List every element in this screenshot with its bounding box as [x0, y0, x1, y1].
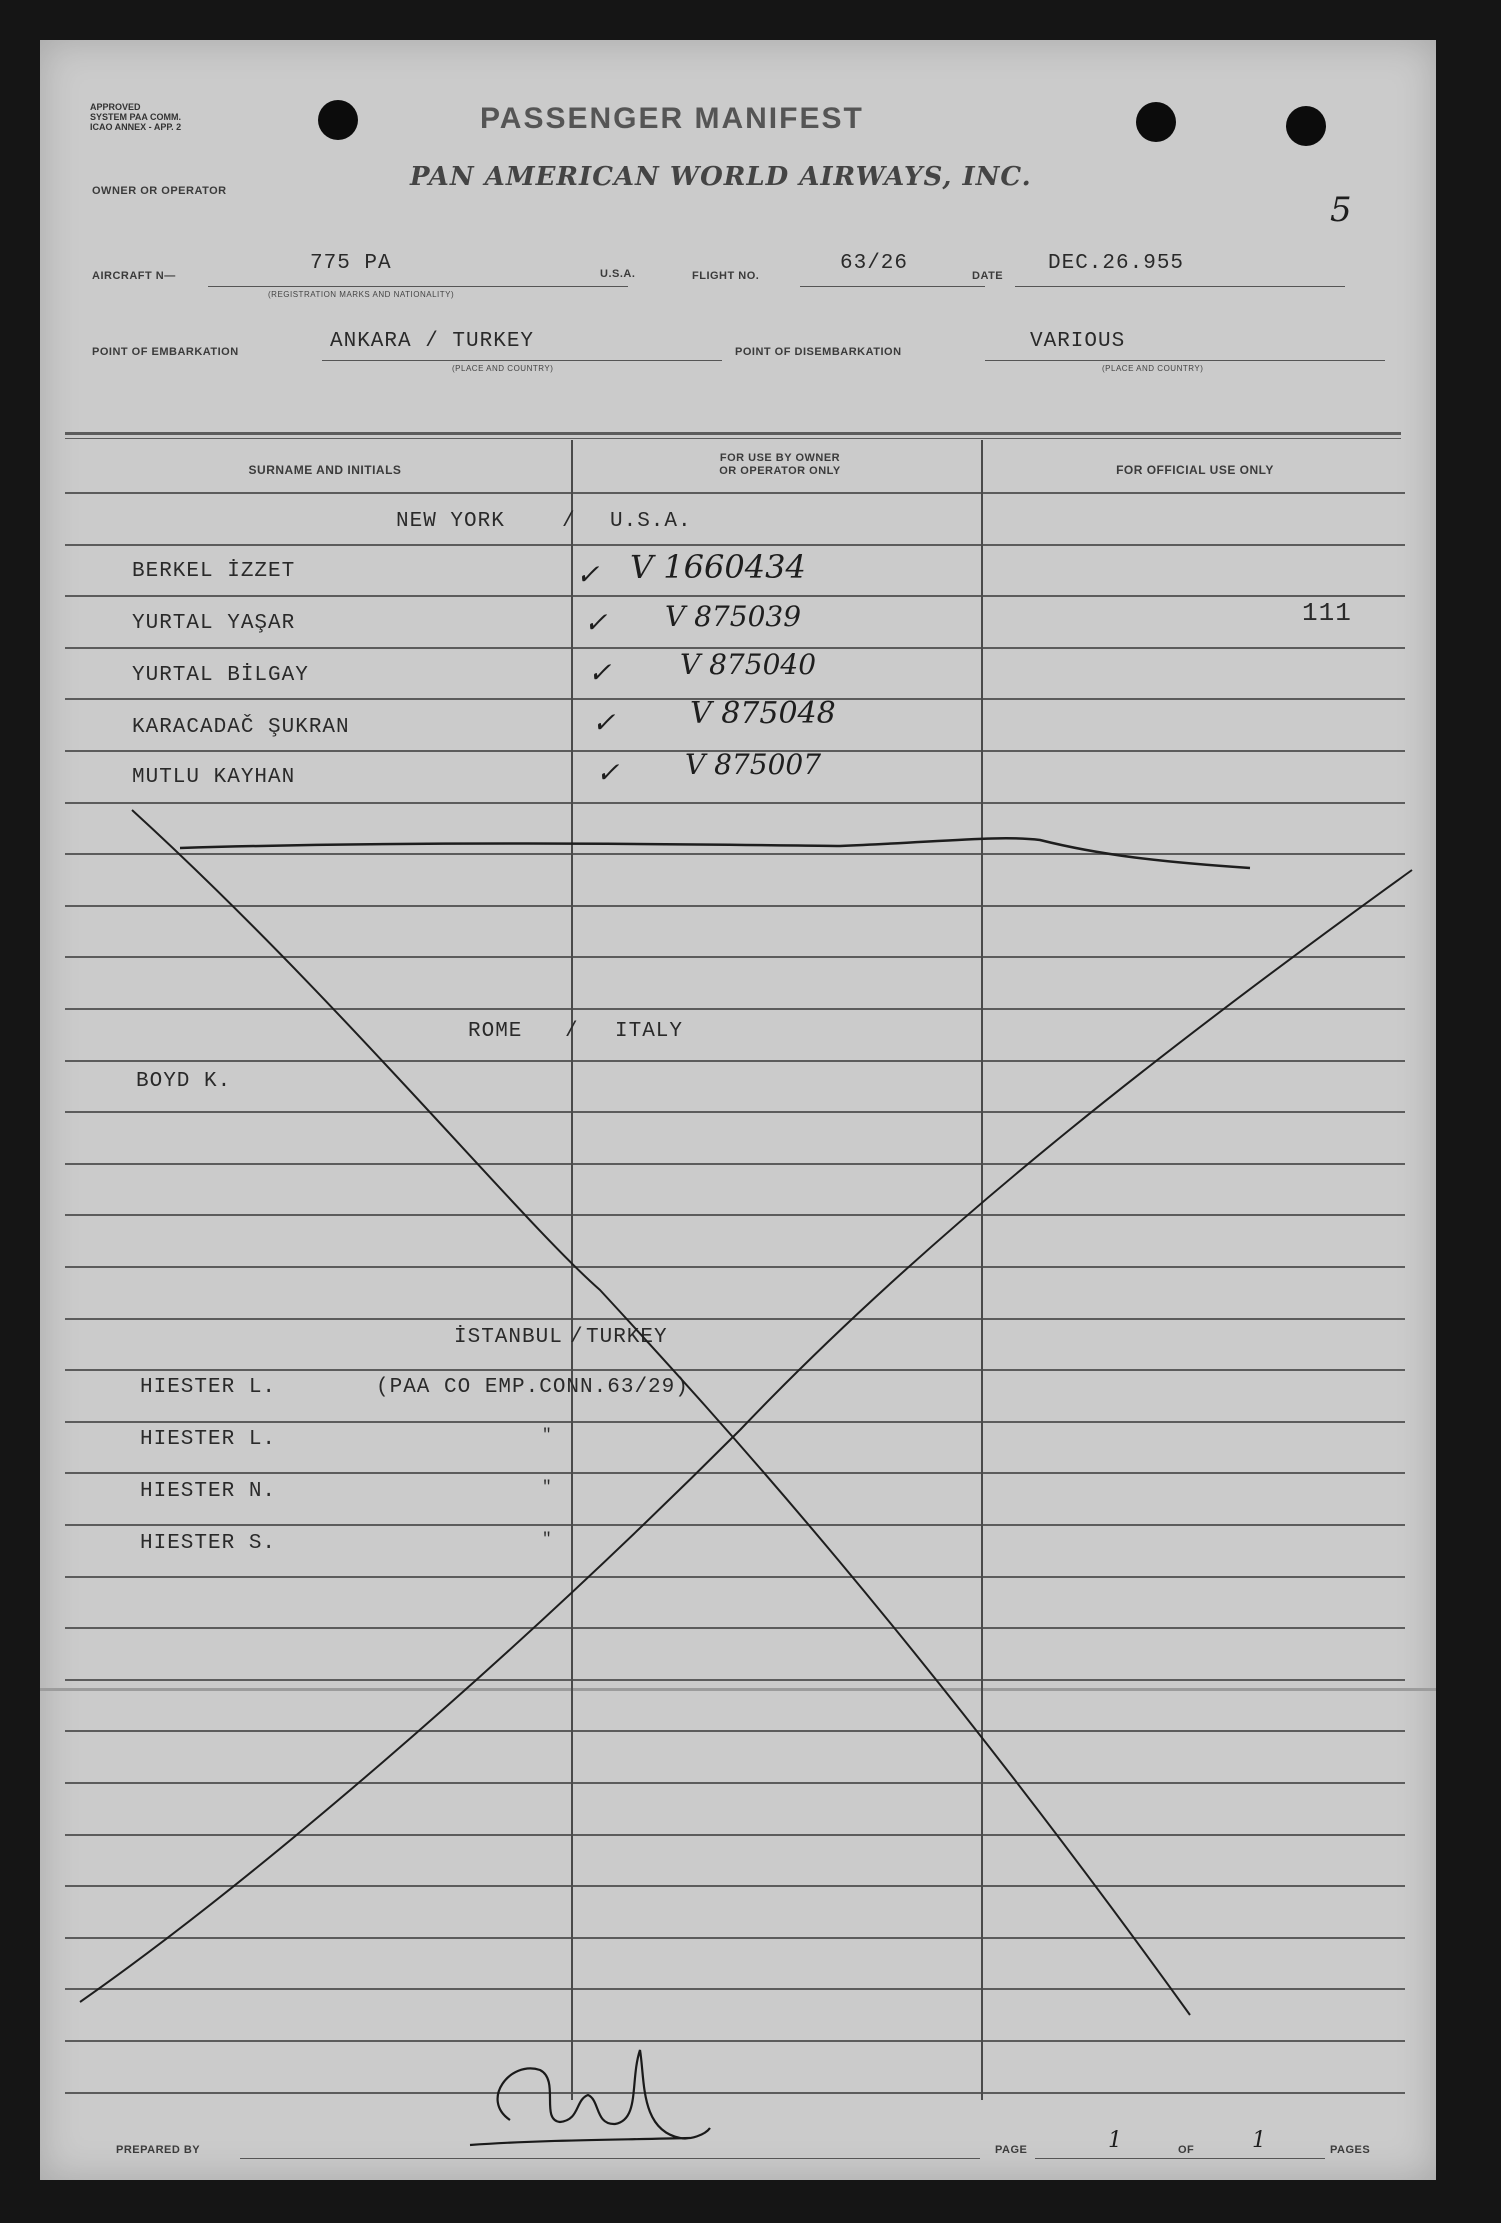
embark-caption: (PLACE AND COUNTRY) — [452, 364, 554, 373]
flight-label: FLIGHT NO. — [692, 270, 760, 282]
signature — [470, 2050, 710, 2145]
section-destination-country: U.S.A. — [610, 510, 692, 533]
owner-label: OWNER OR OPERATOR — [92, 185, 227, 197]
passenger-note: (PAA CO EMP.CONN.63/29) — [376, 1376, 689, 1399]
cross-out-line-1 — [132, 810, 1190, 2015]
passenger-name: HIESTER L. — [140, 1428, 277, 1451]
date-value: DEC.26.955 — [1048, 252, 1185, 275]
aircraft-label: AIRCRAFT N— — [92, 270, 176, 282]
check-mark: ✓ — [588, 656, 612, 689]
section-destination-country: ITALY — [615, 1020, 684, 1043]
official-code: 111 — [1302, 598, 1352, 628]
prepared-by-label: PREPARED BY — [116, 2144, 201, 2156]
manifest-sheet — [40, 40, 1436, 2180]
approval-stamp: APPROVED SYSTEM PAA COMM. ICAO ANNEX - APP. 2 — [90, 102, 182, 132]
usa-label: U.S.A. — [600, 268, 636, 280]
handwritten-number: V 1660434 — [630, 548, 806, 586]
section-separator: / — [570, 1326, 584, 1349]
section-destination-city: İSTANBUL — [454, 1326, 563, 1349]
disembark-label: POINT OF DISEMBARKATION — [735, 346, 902, 358]
disembark-caption: (PLACE AND COUNTRY) — [1102, 364, 1204, 373]
passenger-name: YURTAL YAŞAR — [132, 612, 296, 635]
passenger-name: HIESTER S. — [140, 1532, 277, 1555]
form-title: PASSENGER MANIFEST — [480, 102, 864, 135]
passenger-note: " — [542, 1478, 553, 1496]
strike-through-line — [180, 838, 1250, 868]
handwritten-number: V 875007 — [685, 748, 822, 781]
passenger-name: BOYD K. — [136, 1070, 232, 1093]
registration-caption: (REGISTRATION MARKS AND NATIONALITY) — [268, 290, 455, 299]
handwritten-number: V 875048 — [690, 696, 836, 731]
date-label: DATE — [972, 270, 1004, 282]
passenger-name: KARACADAČ ŞUKRAN — [132, 716, 350, 739]
pen-marks — [40, 40, 1436, 2180]
section-destination-city: ROME — [468, 1020, 523, 1043]
airline-name: PAN AMERICAN WORLD AIRWAYS, INC. — [410, 162, 1032, 192]
pages-label: PAGES — [1330, 2144, 1371, 2156]
aircraft-value: 775 PA — [310, 252, 392, 275]
handwritten-number: V 875040 — [680, 648, 817, 681]
page-total: 1 — [1252, 2128, 1266, 2153]
passenger-note: " — [542, 1530, 553, 1548]
section-destination-country: TURKEY — [586, 1326, 668, 1349]
section-separator: / — [565, 1020, 579, 1043]
flight-value: 63/26 — [840, 252, 909, 275]
column-header-official-use: FOR OFFICIAL USE ONLY — [1116, 463, 1274, 477]
page-number: 1 — [1108, 2128, 1122, 2153]
passenger-name: HIESTER L. — [140, 1376, 277, 1399]
corner-mark: 5 — [1330, 190, 1352, 230]
disembark-value: VARIOUS — [1030, 330, 1126, 353]
section-separator: / — [562, 510, 576, 533]
check-mark: ✓ — [576, 558, 600, 591]
check-mark: ✓ — [596, 756, 620, 789]
cross-out-line-2 — [80, 870, 1412, 2002]
passenger-name: BERKEL İZZET — [132, 560, 296, 583]
check-mark: ✓ — [584, 606, 608, 639]
section-destination-city: NEW YORK — [396, 510, 505, 533]
check-mark: ✓ — [592, 706, 616, 739]
embark-value: ANKARA / TURKEY — [330, 330, 535, 353]
passenger-name: YURTAL BİLGAY — [132, 664, 309, 687]
of-label: OF — [1178, 2144, 1195, 2156]
column-header-owner-use: FOR USE BY OWNER OR OPERATOR ONLY — [719, 452, 841, 477]
handwritten-number: V 875039 — [665, 600, 802, 633]
passenger-name: HIESTER N. — [140, 1480, 277, 1503]
column-header-surname: SURNAME AND INITIALS — [248, 463, 402, 477]
passenger-note: " — [542, 1426, 553, 1444]
passenger-name: MUTLU KAYHAN — [132, 766, 296, 789]
page-label: PAGE — [995, 2144, 1028, 2156]
embark-label: POINT OF EMBARKATION — [92, 346, 239, 358]
